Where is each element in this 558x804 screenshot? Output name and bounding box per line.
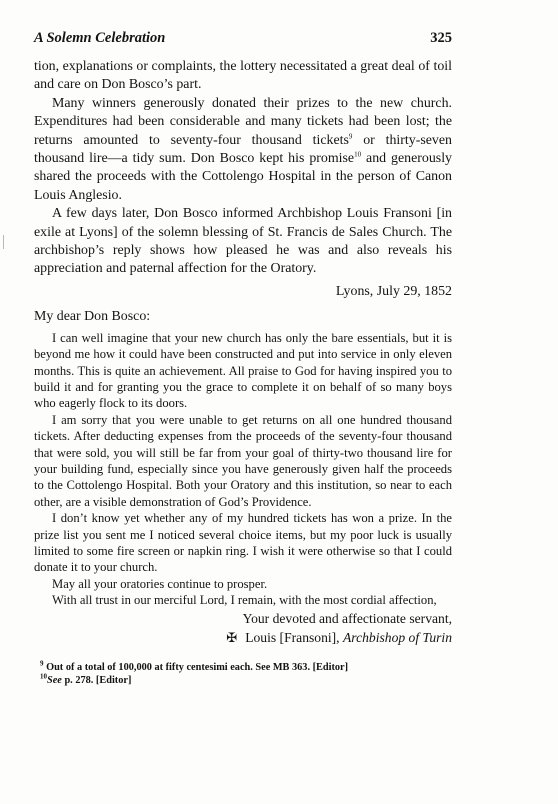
footnote-9 — [40, 661, 452, 675]
footnote-ref-9: 9 — [348, 132, 353, 140]
letter-body — [34, 330, 452, 609]
paragraph-continuation: tion, explanations or complaints, the lottery necessitated a great deal of toil and care on Don Bosco’s part. — [34, 59, 452, 93]
page-body — [34, 58, 452, 688]
letter-salutation: My dear Don Bosco: — [34, 309, 151, 325]
running-header — [34, 30, 452, 50]
footnotes — [34, 661, 452, 688]
footnote-text: Out of a total of 100,000 at fifty centesimi each. See MB 363. [Editor] — [43, 661, 349, 673]
letter-place-date: Lyons, July 29, 1852 — [335, 283, 452, 299]
footnote-mark: 9 — [40, 659, 44, 668]
footnote-ref-10: 10 — [354, 150, 362, 159]
letter-paragraph: I can well imagine that your new church has only the bare essentials, but it is beyond me how it could have been constructed and put into service in only eleven months. This is quite an achievement. All praise to God for having inspired you to build it and for granting you the grace to complete it on behalf of so many boys who eagerly flock to its doors. — [34, 330, 452, 411]
letter-paragraph: May all your oratories continue to prosper. — [52, 576, 268, 591]
closing-line: Your devoted and affectionate servant, — [242, 610, 452, 626]
paragraph-text: and generously shared the proceeds with the Cottolengo Hospital in the person of Canon Louis Anglesio. — [34, 151, 452, 203]
signer-name: Louis [Fransoni], — [245, 629, 343, 645]
letter-paragraph: I am sorry that you were unable to get returns on all one hundred thousand tickets. After deducting expenses from the proceeds of the seventy-four thousand that were sold, you will still be far from your goal of thirty-two thousand lire for your building fund, especially since you have generously given half the proceeds to the Cottolengo Hospital. Both your Oratory and this institution, so near to each other, are a visible demonstration of God’s Providence. — [34, 412, 452, 509]
margin-mark — [3, 235, 4, 249]
page-number: 325 — [430, 30, 452, 46]
paragraph-text: or thirty-seven thousand lire—a tidy sum. Don Bosco kept his promise — [34, 132, 452, 167]
footnote-mark: 10 — [40, 672, 47, 681]
letter-closing — [34, 609, 452, 647]
letter-paragraph: With all trust in our merciful Lord, I remain, with the most cordial affection, — [52, 593, 437, 608]
paragraph-winners — [34, 95, 452, 205]
paragraph-text: Many winners generously donated their prizes to the new church. Expenditures had been considerable and many tickets had been lost; the returns amounted to seventy-four thousand tickets — [34, 95, 452, 148]
letter-paragraph: I don’t know yet whether any of my hundred tickets has won a prize. In the prize list you sent me I noticed several choice items, but my poor luck is usually limited to some fire screen or napkin ring. I wish it were otherwise so that I could donate it to your church. — [34, 511, 452, 575]
footnote-text: p. 278. [Editor] — [61, 675, 132, 687]
running-title: A Solemn Celebration — [34, 30, 166, 46]
cross-icon: ✠ — [226, 629, 238, 645]
signature-line — [34, 628, 452, 647]
paragraph-archbishop: A few days later, Don Bosco informed Archbishop Louis Fransoni [in exile at Lyons] of the solemn blessing of St. Francis de Sales Church. The archbishop’s reply shows how pleased he was and also reveals his appreciation and paternal affection for the Oratory. — [34, 206, 452, 277]
footnote-10 — [40, 674, 452, 688]
signer-title: Archbishop of Turin — [342, 629, 452, 645]
footnote-see: See — [47, 675, 62, 687]
